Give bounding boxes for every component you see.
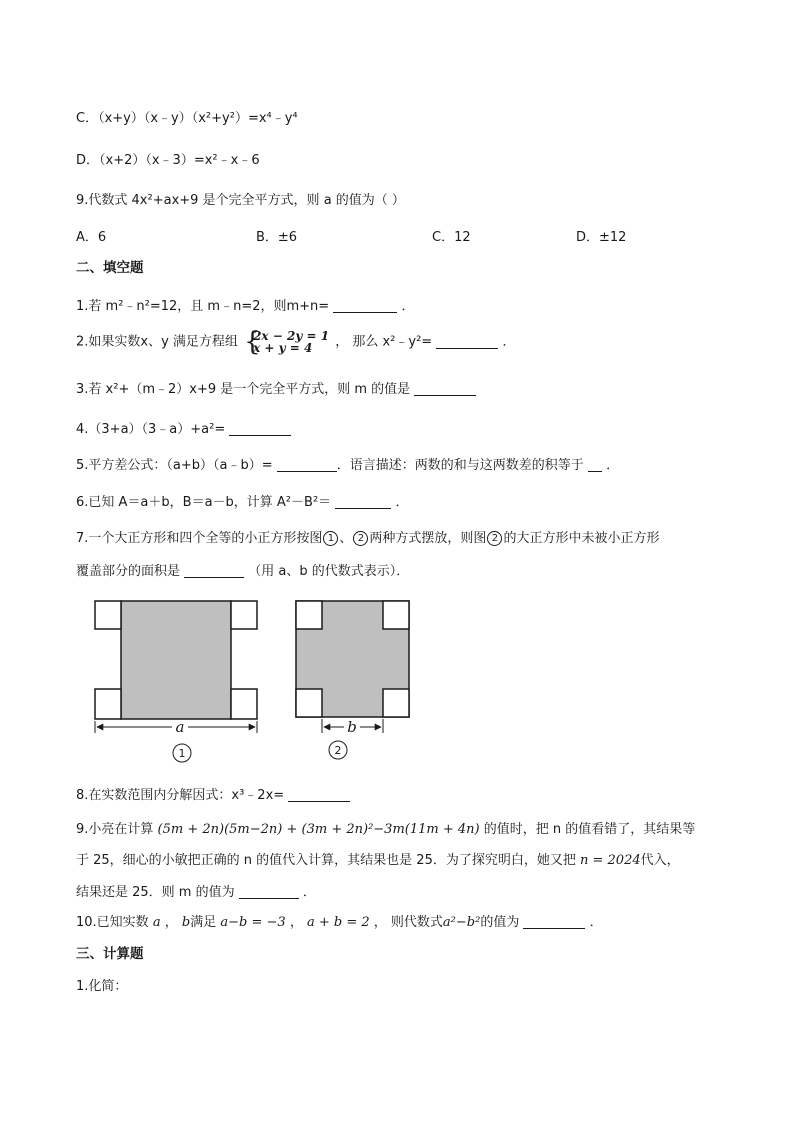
answer-blank[interactable] (333, 298, 397, 313)
small-square (296, 601, 322, 629)
fill-question-10: 10.已知实数 a ， b满足 a−b = −3 ， a + b = 2 ， 则代数式a²−b²的值为 ． (76, 915, 603, 930)
answer-blank[interactable] (229, 421, 291, 436)
small-square (95, 601, 121, 629)
small-square (231, 601, 257, 629)
figure-1-label: 1 (178, 747, 186, 760)
answer-blank[interactable] (184, 563, 244, 578)
figure-ref-1: 1 (323, 531, 338, 546)
answer-blank[interactable] (335, 494, 391, 509)
math-expression: a + b = 2 (306, 915, 370, 930)
answer-blank[interactable] (588, 457, 602, 472)
fill-question-9-line-3: 结果还是 25．则 m 的值为 ． (76, 885, 316, 900)
option-c: C．（x+y）（x﹣y）（x²+y²）=x⁴﹣y⁴ (76, 111, 298, 126)
small-square (383, 601, 409, 629)
calc-question-1: 1.化简： (76, 979, 128, 994)
section-2-title: 二、填空题 (76, 260, 144, 276)
question-9-option-b: B．±6 (256, 230, 298, 245)
figure-ref-2: 2 (487, 531, 502, 546)
math-expression: a²−b² (442, 915, 481, 930)
question-9-option-d: D．±12 (576, 230, 627, 245)
math-expression: (5m + 2n)(5m−2n) + (3m + 2n)²−3m(11m + 4n) (157, 822, 480, 837)
option-d: D．（x+2）（x﹣3）=x²﹣x﹣6 (76, 153, 260, 168)
fill-question-4: 4.（3+a）（3﹣a）+a²= (76, 421, 291, 439)
equation-system: { 2x − 2y = 1 x + y = 4 (244, 327, 330, 357)
answer-blank[interactable] (239, 884, 299, 899)
section-3-title: 三、计算题 (76, 946, 144, 962)
fill-question-8: 8.在实数范围内分解因式：x³﹣2x= (76, 787, 350, 805)
question-9-option-a: A．6 (76, 230, 107, 245)
figure-2-label: 2 (334, 744, 342, 757)
fill-question-2: 2.如果实数x、y 满足方程组 { 2x − 2y = 1 x + y = 4 ， 那么 x²﹣y²= ． (76, 327, 516, 357)
dimension-label-b: b (347, 718, 357, 736)
small-square (296, 689, 322, 717)
figure-1 (95, 601, 257, 733)
answer-blank[interactable] (523, 914, 585, 929)
dimension-label-a: a (175, 718, 185, 736)
small-square (383, 689, 409, 717)
math-expression: a−b = −3 (220, 915, 286, 930)
figure-2 (296, 601, 409, 733)
fill-question-3: 3.若 x²+（m﹣2）x+9 是一个完全平方式，则 m 的值是 (76, 381, 476, 399)
fill-question-9-line-2: 于 25，细心的小敏把正确的 n 的值代入计算，其结果也是 25．为了探究明白，她又把 n = 2024代入， (76, 853, 680, 868)
answer-blank[interactable] (436, 334, 498, 349)
small-square (95, 689, 121, 719)
fill-question-5: 5.平方差公式：（a+b）（a﹣b）= ．语言描述：两数的和与这两数差的积等于 ． (76, 458, 620, 473)
small-square (231, 689, 257, 719)
figure-ref-2: 2 (353, 531, 368, 546)
fill-question-7-line-2: 覆盖部分的面积是 （用 a、b 的代数式表示）． (76, 564, 410, 579)
question-9-stem: 9.代数式 4x²+ax+9 是个完全平方式，则 a 的值为（ ） (76, 193, 405, 208)
fill-question-1: 1.若 m²﹣n²=12，且 m﹣n=2，则m+n= ． (76, 299, 415, 314)
fill-question-9-line-1: 9.小亮在计算 (5m + 2n)(5m−2n) + (3m + 2n)²−3m(11m + 4n) 的值时，把 n 的值看错了，其结果等 (76, 822, 696, 837)
math-expression: n = 2024 (580, 853, 641, 868)
question-9-option-c: C．12 (432, 230, 471, 245)
answer-blank[interactable] (288, 787, 350, 802)
answer-blank[interactable] (277, 457, 337, 472)
answer-blank[interactable] (414, 381, 476, 396)
squares-figure (90, 595, 420, 767)
big-square (121, 601, 231, 719)
fill-question-7-line-1: 7.一个大正方形和四个全等的小正方形按图 1 、 2 两种方式摆放，则图 2 的大正方形中未被小正方形 (76, 531, 660, 546)
fill-question-6: 6.已知 A＝a＋b，B＝a－b，计算 A²－B²＝ ． (76, 495, 409, 510)
